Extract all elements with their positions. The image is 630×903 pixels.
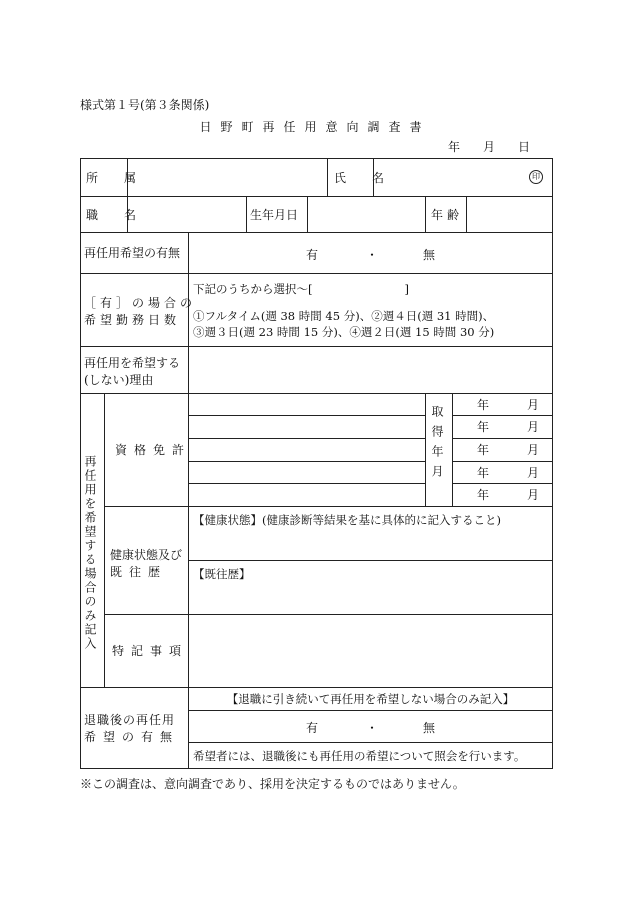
position-label: 職 名: [86, 207, 144, 222]
after-retire-no-option[interactable]: 無: [423, 721, 436, 735]
special-notes-label: 特記事項: [112, 644, 189, 658]
acquired-date-1[interactable]: 年 月: [477, 397, 539, 412]
reason-label-line2: (しない)理由: [84, 373, 154, 387]
health-status-heading: 【健康状態】(健康診断等結果を基に具体的に記入すること): [193, 513, 501, 527]
birthdate-field[interactable]: [308, 197, 424, 231]
name-field[interactable]: [374, 159, 551, 195]
after-retire-yes-option[interactable]: 有: [306, 721, 319, 735]
reason-field[interactable]: [189, 347, 551, 392]
workdays-select-text[interactable]: 下記のうちから選択～[ ]: [193, 282, 409, 296]
acquired-date-2[interactable]: 年 月: [477, 420, 539, 434]
after-retire-label-line1: 退職後の再任用: [84, 713, 176, 727]
acquired-date-4[interactable]: 年 月: [477, 465, 539, 480]
date-month-label: 月: [483, 140, 496, 154]
health-label-line1: 健康状態及び: [110, 548, 183, 562]
acquired-date-3[interactable]: 年 月: [477, 443, 539, 457]
reason-label-line1: 再任用を希望する: [84, 356, 181, 370]
acquired-date-5[interactable]: 年 月: [477, 488, 539, 502]
desire-label: 再任用希望の有無: [84, 246, 181, 260]
after-retire-label-line2: 希望の有無: [84, 730, 180, 744]
page-title: 日野町再任用意向調査書: [199, 120, 431, 134]
license-label: 資格免許: [115, 443, 192, 457]
license-field-3[interactable]: [189, 439, 424, 460]
after-retire-note: 【退職に引き続いて再任用を希望しない場合のみ記入】: [226, 692, 515, 706]
workdays-option-line1: ①フルタイム(週 38 時間 45 分)、②週４日(週 31 時間)、: [193, 309, 495, 323]
license-field-4[interactable]: [189, 462, 424, 482]
workdays-label-line1: ［有］の場合の: [84, 296, 197, 310]
license-field-2[interactable]: [189, 416, 424, 437]
desire-separator: ・: [366, 248, 379, 262]
special-notes-field[interactable]: [189, 615, 551, 686]
age-label: 年齢: [431, 207, 464, 222]
birthdate-label: 生年月日: [250, 207, 299, 222]
workdays-option-line2: ③週３日(週 23 時間 15 分)、④週２日(週 15 時間 30 分): [193, 325, 495, 339]
health-label-line2: 既往歴: [110, 565, 168, 579]
acquired-label: 取得年月: [430, 405, 444, 485]
age-field[interactable]: [467, 197, 551, 231]
license-field-5[interactable]: [189, 484, 424, 505]
affiliation-field[interactable]: [128, 159, 326, 195]
after-retire-separator: ・: [366, 721, 379, 735]
form-number: 様式第１号(第３条関係): [80, 98, 210, 112]
seal-mark: 印: [529, 170, 543, 184]
date-year-label: 年: [448, 140, 461, 154]
workdays-label-line2: 希望勤務日数: [84, 313, 181, 327]
affiliation-label: 所 属: [86, 170, 144, 185]
footnote: ※この調査は、意向調査であり、採用を決定するものではありません。: [80, 777, 465, 791]
after-retire-info: 希望者には、退職後にも再任用の希望について照会を行います。: [193, 749, 526, 763]
only-if-label: 再任用を希望する場合のみ記入: [83, 455, 97, 651]
desire-yes-option[interactable]: 有: [306, 248, 319, 262]
date-day-label: 日: [518, 140, 531, 154]
position-field[interactable]: [128, 197, 245, 231]
name-label: 氏 名: [334, 170, 392, 185]
desire-no-option[interactable]: 無: [423, 248, 436, 262]
past-illness-heading: 【既往歴】: [193, 567, 251, 581]
license-field-1[interactable]: [189, 394, 424, 414]
